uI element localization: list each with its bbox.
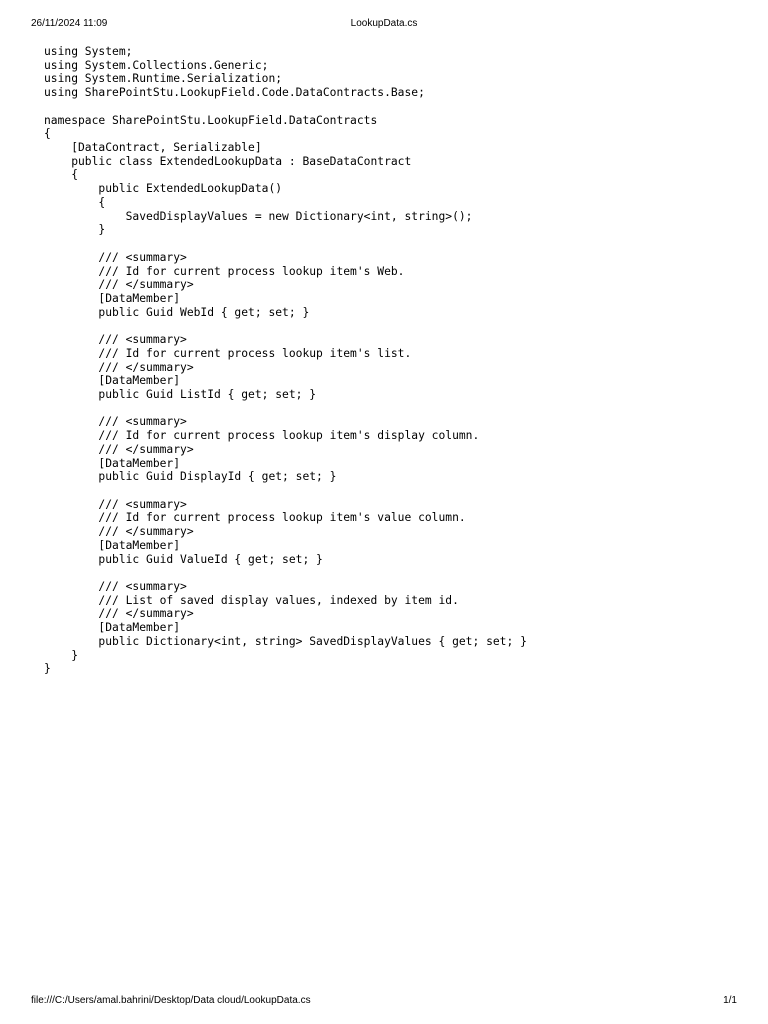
code-line [44,100,527,114]
code-line: using System.Collections.Generic; [44,58,269,72]
code-line: using System.Runtime.Serialization; [44,72,283,86]
code-line: /// <summary> [44,415,187,429]
code-line [44,402,527,416]
code-line: namespace SharePointStu.LookupField.DataContracts [44,113,378,127]
code-line: public ExtendedLookupData() [44,182,283,196]
code-line: } [44,223,106,237]
code-line: using System; [44,45,133,58]
code-line: /// Id for current process lookup item's Web. [44,264,405,278]
code-line: /// Id for current process lookup item's display column. [44,429,480,443]
code-line: /// </summary> [44,278,194,292]
code-line [44,484,527,498]
page-number: 1/1 [723,995,737,1006]
code-line: /// Id for current process lookup item's value column. [44,511,466,525]
code-line: /// <summary> [44,333,187,347]
code-line [44,566,527,580]
code-line: [DataMember] [44,374,181,388]
code-line: /// Id for current process lookup item's list. [44,346,412,360]
code-line: { [44,195,106,209]
code-line: /// <summary> [44,580,187,594]
print-header [31,17,737,31]
code-line: using SharePointStu.LookupField.Code.DataContracts.Base; [44,86,425,100]
code-line [44,319,527,333]
code-line: [DataMember] [44,621,181,635]
file-path: file:///C:/Users/amal.bahrini/Desktop/Data cloud/LookupData.cs [31,995,311,1006]
code-line: /// <summary> [44,497,187,511]
code-line: /// </summary> [44,360,194,374]
code-line: public Guid WebId { get; set; } [44,305,310,319]
code-line: public Guid ListId { get; set; } [44,387,317,401]
code-line [44,237,527,251]
code-line: [DataContract, Serializable] [44,141,262,155]
code-line: /// </summary> [44,442,194,456]
code-line: { [44,168,79,182]
code-line: SavedDisplayValues = new Dictionary<int, string>(); [44,209,473,223]
code-line: [DataMember] [44,538,181,552]
code-line: [DataMember] [44,456,181,470]
code-line: /// </summary> [44,525,194,539]
code-line: /// List of saved display values, indexed by item id. [44,593,459,607]
code-line: public Dictionary<int, string> SavedDisplayValues { get; set; } [44,634,527,648]
code-line: public Guid DisplayId { get; set; } [44,470,337,484]
code-line: [DataMember] [44,291,181,305]
code-line: } [44,648,79,662]
code-line: public Guid ValueId { get; set; } [44,552,323,566]
print-footer [31,994,737,1008]
document-title: LookupData.cs [350,18,418,29]
code-block [44,45,527,676]
code-line: { [44,127,51,141]
code-line: /// <summary> [44,250,187,264]
print-datetime: 26/11/2024 11:09 [31,18,108,29]
code-line: public class ExtendedLookupData : BaseDataContract [44,154,412,168]
code-line: /// </summary> [44,607,194,621]
code-line: } [44,662,51,676]
